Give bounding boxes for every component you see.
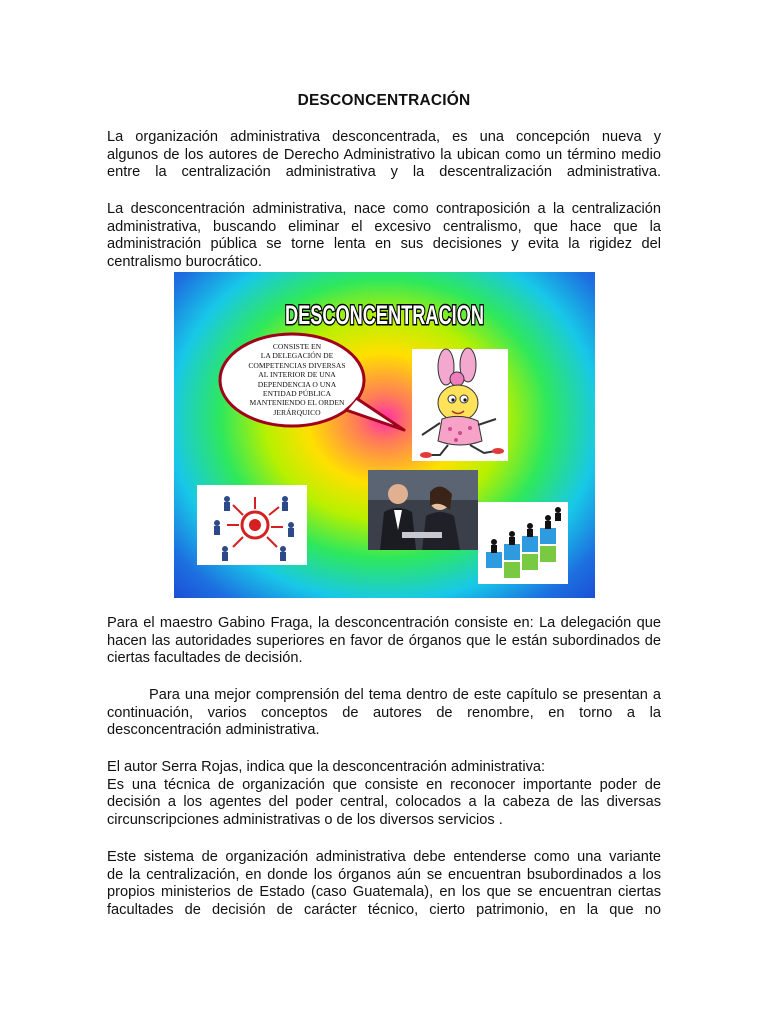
- bubble-line: LA DELEGACIÓN DE: [260, 351, 334, 361]
- text-line: algunos de los autores de Derecho Administrativo la ubican como un término medio: [107, 146, 661, 163]
- paragraph-gabino-fraga: [107, 615, 661, 668]
- text-line: continuación, varios conceptos de autores de renombre, en torno a la: [107, 704, 661, 721]
- page-title: DESCONCENTRACIÓN: [297, 92, 471, 109]
- paragraph-system-variant: [107, 849, 661, 919]
- text-line: Es una técnica de organización que consiste en reconocer importante poder de: [107, 776, 661, 793]
- bubble-line: ENTIDAD PÚBLICA: [262, 389, 332, 399]
- text-line: hacen las autoridades superiores en favor de órganos que le están subordinados de: [107, 632, 661, 649]
- cartoon-character-icon: [412, 349, 508, 461]
- text-line: propios ministerios de Estado (caso Guatemala), en los que se encuentran ciertas: [107, 884, 661, 901]
- paragraph-chapter-intro: [107, 687, 661, 740]
- text-line: facultades de decisión de carácter técnico, cierto patrimonio, en la que no: [107, 901, 661, 918]
- text-line: de la centralización, en donde los órganos aún se encuentran bsubordinados a los: [107, 866, 661, 883]
- text-line: El autor Serra Rojas, indica que la desconcentración administrativa:: [107, 759, 546, 775]
- paragraph-serra-rojas: [107, 759, 661, 829]
- bubble-line: DEPENDENCIA O UNA: [257, 379, 337, 389]
- speech-bubble-text: [230, 342, 364, 417]
- illustration-title: DESCONCENTRACION: [285, 300, 484, 330]
- text-line: decisión a los agentes del poder central, colocados a la cabeza de las diversas: [107, 794, 661, 811]
- text-line: desconcentración administrativa.: [107, 722, 320, 739]
- text-line: centralismo burocrático.: [107, 253, 262, 270]
- bubble-line: COMPETENCIAS DIVERSAS: [248, 360, 346, 370]
- text-line: La organización administrativa desconcentrada, es una concepción nueva y: [107, 129, 661, 145]
- bubble-line: JERÁRQUICO: [273, 407, 321, 417]
- illustration-title-graphic: [282, 297, 487, 331]
- text-line: administración pública se torne lenta en sus decisiones y evita la rigidez del: [107, 236, 661, 253]
- text-line: ciertas facultades de decisión.: [107, 650, 303, 667]
- text-line: circunscripciones administrativas o de los diversos servicios .: [107, 811, 503, 828]
- text-line: Para el maestro Gabino Fraga, la desconcentración consiste en: La delegación que: [107, 615, 661, 631]
- text-line: Este sistema de organización administrativa debe entenderse como una variante: [107, 849, 661, 865]
- paragraph-intro: [107, 129, 661, 182]
- text-line: administrativa, buscando eliminar el excesivo centralismo, que hace que la: [107, 218, 661, 235]
- desconcentracion-illustration: [174, 272, 595, 598]
- bubble-line: MANTENIENDO EL ORDEN: [249, 398, 345, 408]
- text-line: entre la centralización administrativa y la descentralización administrativa.: [107, 164, 661, 181]
- business-people-photo: [368, 470, 478, 550]
- text-line: Para una mejor comprensión del tema dentro de este capítulo se presentan a: [149, 687, 661, 703]
- bubble-line: CONSISTE EN: [272, 342, 322, 351]
- paragraph-contraposition: [107, 201, 661, 271]
- text-line: La desconcentración administrativa, nace como contraposición a la centralización: [107, 201, 661, 217]
- delegation-diagram-icon: [197, 485, 307, 565]
- puzzle-people-icon: [478, 502, 568, 584]
- bubble-line: AL INTERIOR DE UNA: [258, 370, 336, 380]
